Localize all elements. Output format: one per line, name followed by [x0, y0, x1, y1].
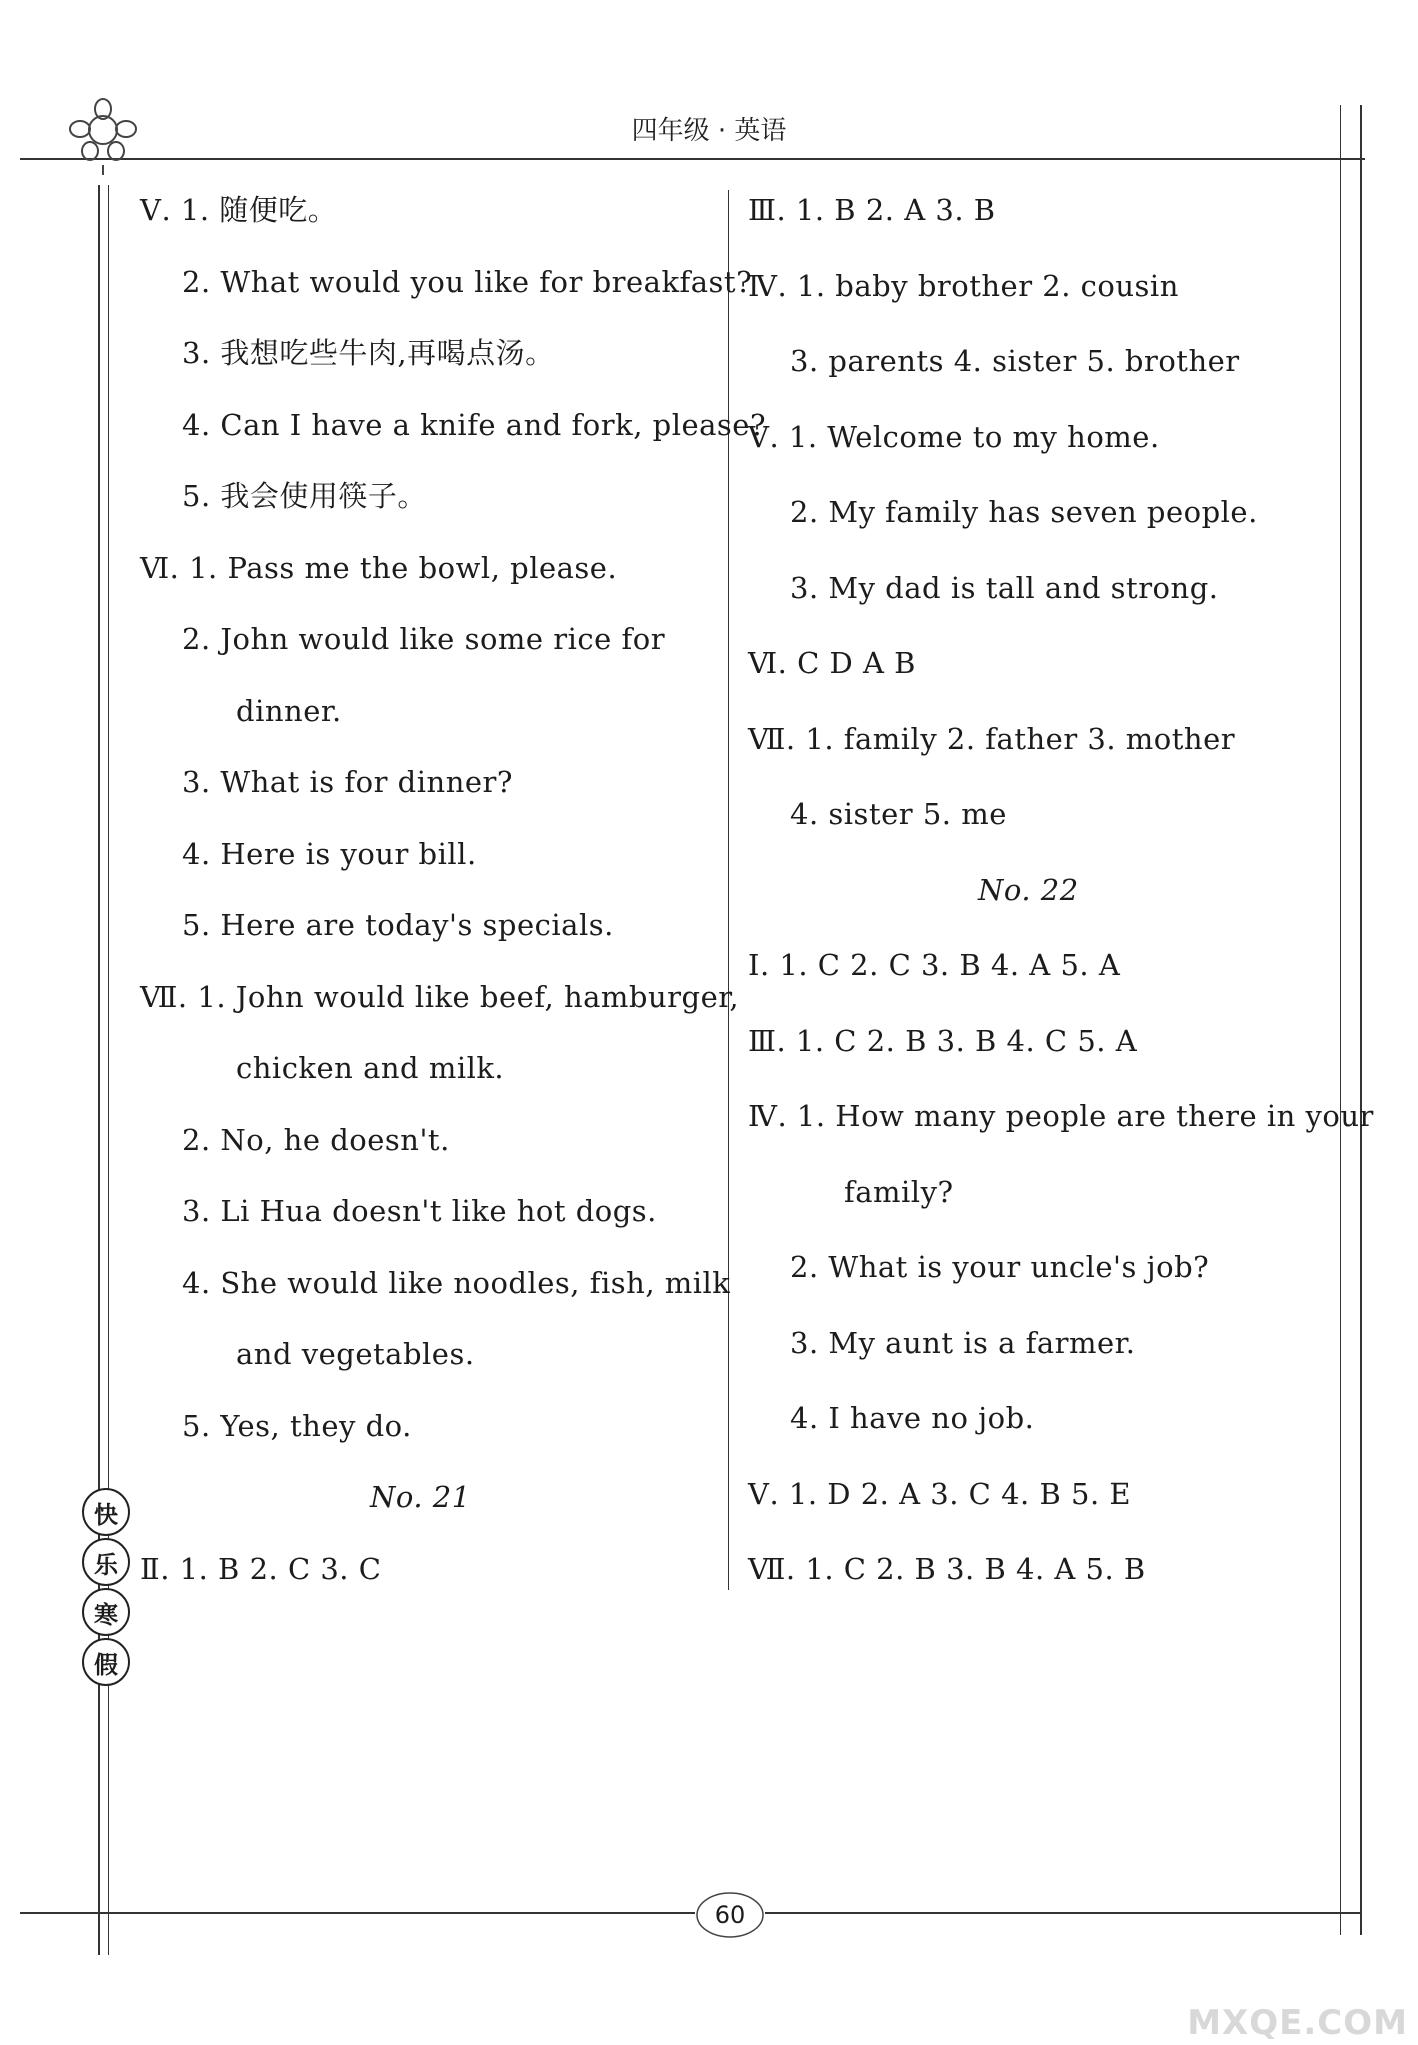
side-label-char-2: 乐 — [82, 1538, 130, 1586]
answer-line: 2. No, he doesn't. — [182, 1122, 450, 1157]
answer-line: Ⅰ. 1. C 2. C 3. B 4. A 5. A — [748, 948, 1121, 982]
answer-line: Ⅴ. 1. 随便吃。 — [140, 193, 338, 227]
page-header-title: 四年级 · 英语 — [631, 116, 787, 146]
answer-line: 3. 我想吃些牛肉,再喝点汤。 — [182, 336, 555, 370]
answer-line: Ⅵ. C D A B — [748, 646, 916, 680]
right-border-inner — [1340, 105, 1341, 1935]
footer-rule-left — [20, 1912, 695, 1914]
header-rule — [20, 158, 1365, 160]
answer-line: Ⅶ. 1. John would like beef, hamburger, — [140, 979, 740, 1014]
side-label-char-4: 假 — [82, 1638, 130, 1686]
answer-line: 2. John would like some rice for — [182, 622, 666, 656]
answer-line: and vegetables. — [236, 1337, 475, 1371]
answer-line: 3. My dad is tall and strong. — [790, 570, 1219, 605]
answer-line: Ⅴ. 1. Welcome to my home. — [748, 419, 1160, 454]
answer-line: dinner. — [236, 693, 342, 728]
answer-line: chicken and milk. — [236, 1051, 505, 1085]
answer-line: Ⅳ. 1. baby brother 2. cousin — [748, 268, 1179, 303]
answer-line: 3. My aunt is a farmer. — [790, 1325, 1136, 1360]
answer-line: 2. What would you like for breakfast? — [182, 264, 753, 299]
answer-line: 4. I have no job. — [790, 1401, 1035, 1435]
answer-line: 2. What is your uncle's job? — [790, 1250, 1210, 1284]
column-divider — [728, 190, 729, 1590]
answer-line: Ⅵ. 1. Pass me the bowl, please. — [140, 550, 618, 585]
answer-line: 3. What is for dinner? — [182, 765, 513, 799]
page-number — [695, 1890, 765, 1940]
answer-line: Ⅲ. 1. C 2. B 3. B 4. C 5. A — [748, 1023, 1138, 1058]
section-heading: No. 22 — [978, 872, 1079, 907]
answer-line: 5. Yes, they do. — [182, 1408, 412, 1443]
answer-line: Ⅳ. 1. How many people are there in your — [748, 1099, 1374, 1133]
left-border-outer — [98, 185, 100, 1955]
answer-line: 2. My family has seven people. — [790, 495, 1258, 529]
answer-line: 3. Li Hua doesn't like hot dogs. — [182, 1194, 657, 1228]
answer-line: Ⅴ. 1. D 2. A 3. C 4. B 5. E — [748, 1476, 1132, 1511]
answer-line: family? — [844, 1174, 954, 1209]
answer-line: 4. She would like noodles, fish, milk — [182, 1265, 731, 1300]
answer-line: 4. Here is your bill. — [182, 836, 477, 871]
page-number-text: 60 — [714, 1901, 746, 1929]
answer-line: Ⅲ. 1. B 2. A 3. B — [748, 193, 996, 227]
answer-line: 5. 我会使用筷子。 — [182, 479, 427, 513]
section-heading: No. 21 — [370, 1480, 471, 1514]
answer-line: Ⅱ. 1. B 2. C 3. C — [140, 1551, 382, 1586]
answer-line: 4. sister 5. me — [790, 797, 1007, 831]
footer-rule-right — [765, 1912, 1360, 1914]
left-border-inner — [108, 185, 109, 1955]
answer-line: 5. Here are today's specials. — [182, 908, 614, 942]
side-label-char-3: 寒 — [82, 1588, 130, 1636]
watermark: MXQE.COM — [1187, 2003, 1408, 2043]
answer-line: Ⅶ. 1. family 2. father 3. mother — [748, 721, 1236, 756]
answer-line: 4. Can I have a knife and fork, please? — [182, 407, 767, 442]
right-border-outer — [1360, 105, 1362, 1935]
side-label-char-1: 快 — [82, 1488, 130, 1536]
answer-line: 3. parents 4. sister 5. brother — [790, 344, 1240, 378]
answer-line: Ⅶ. 1. C 2. B 3. B 4. A 5. B — [748, 1552, 1146, 1586]
